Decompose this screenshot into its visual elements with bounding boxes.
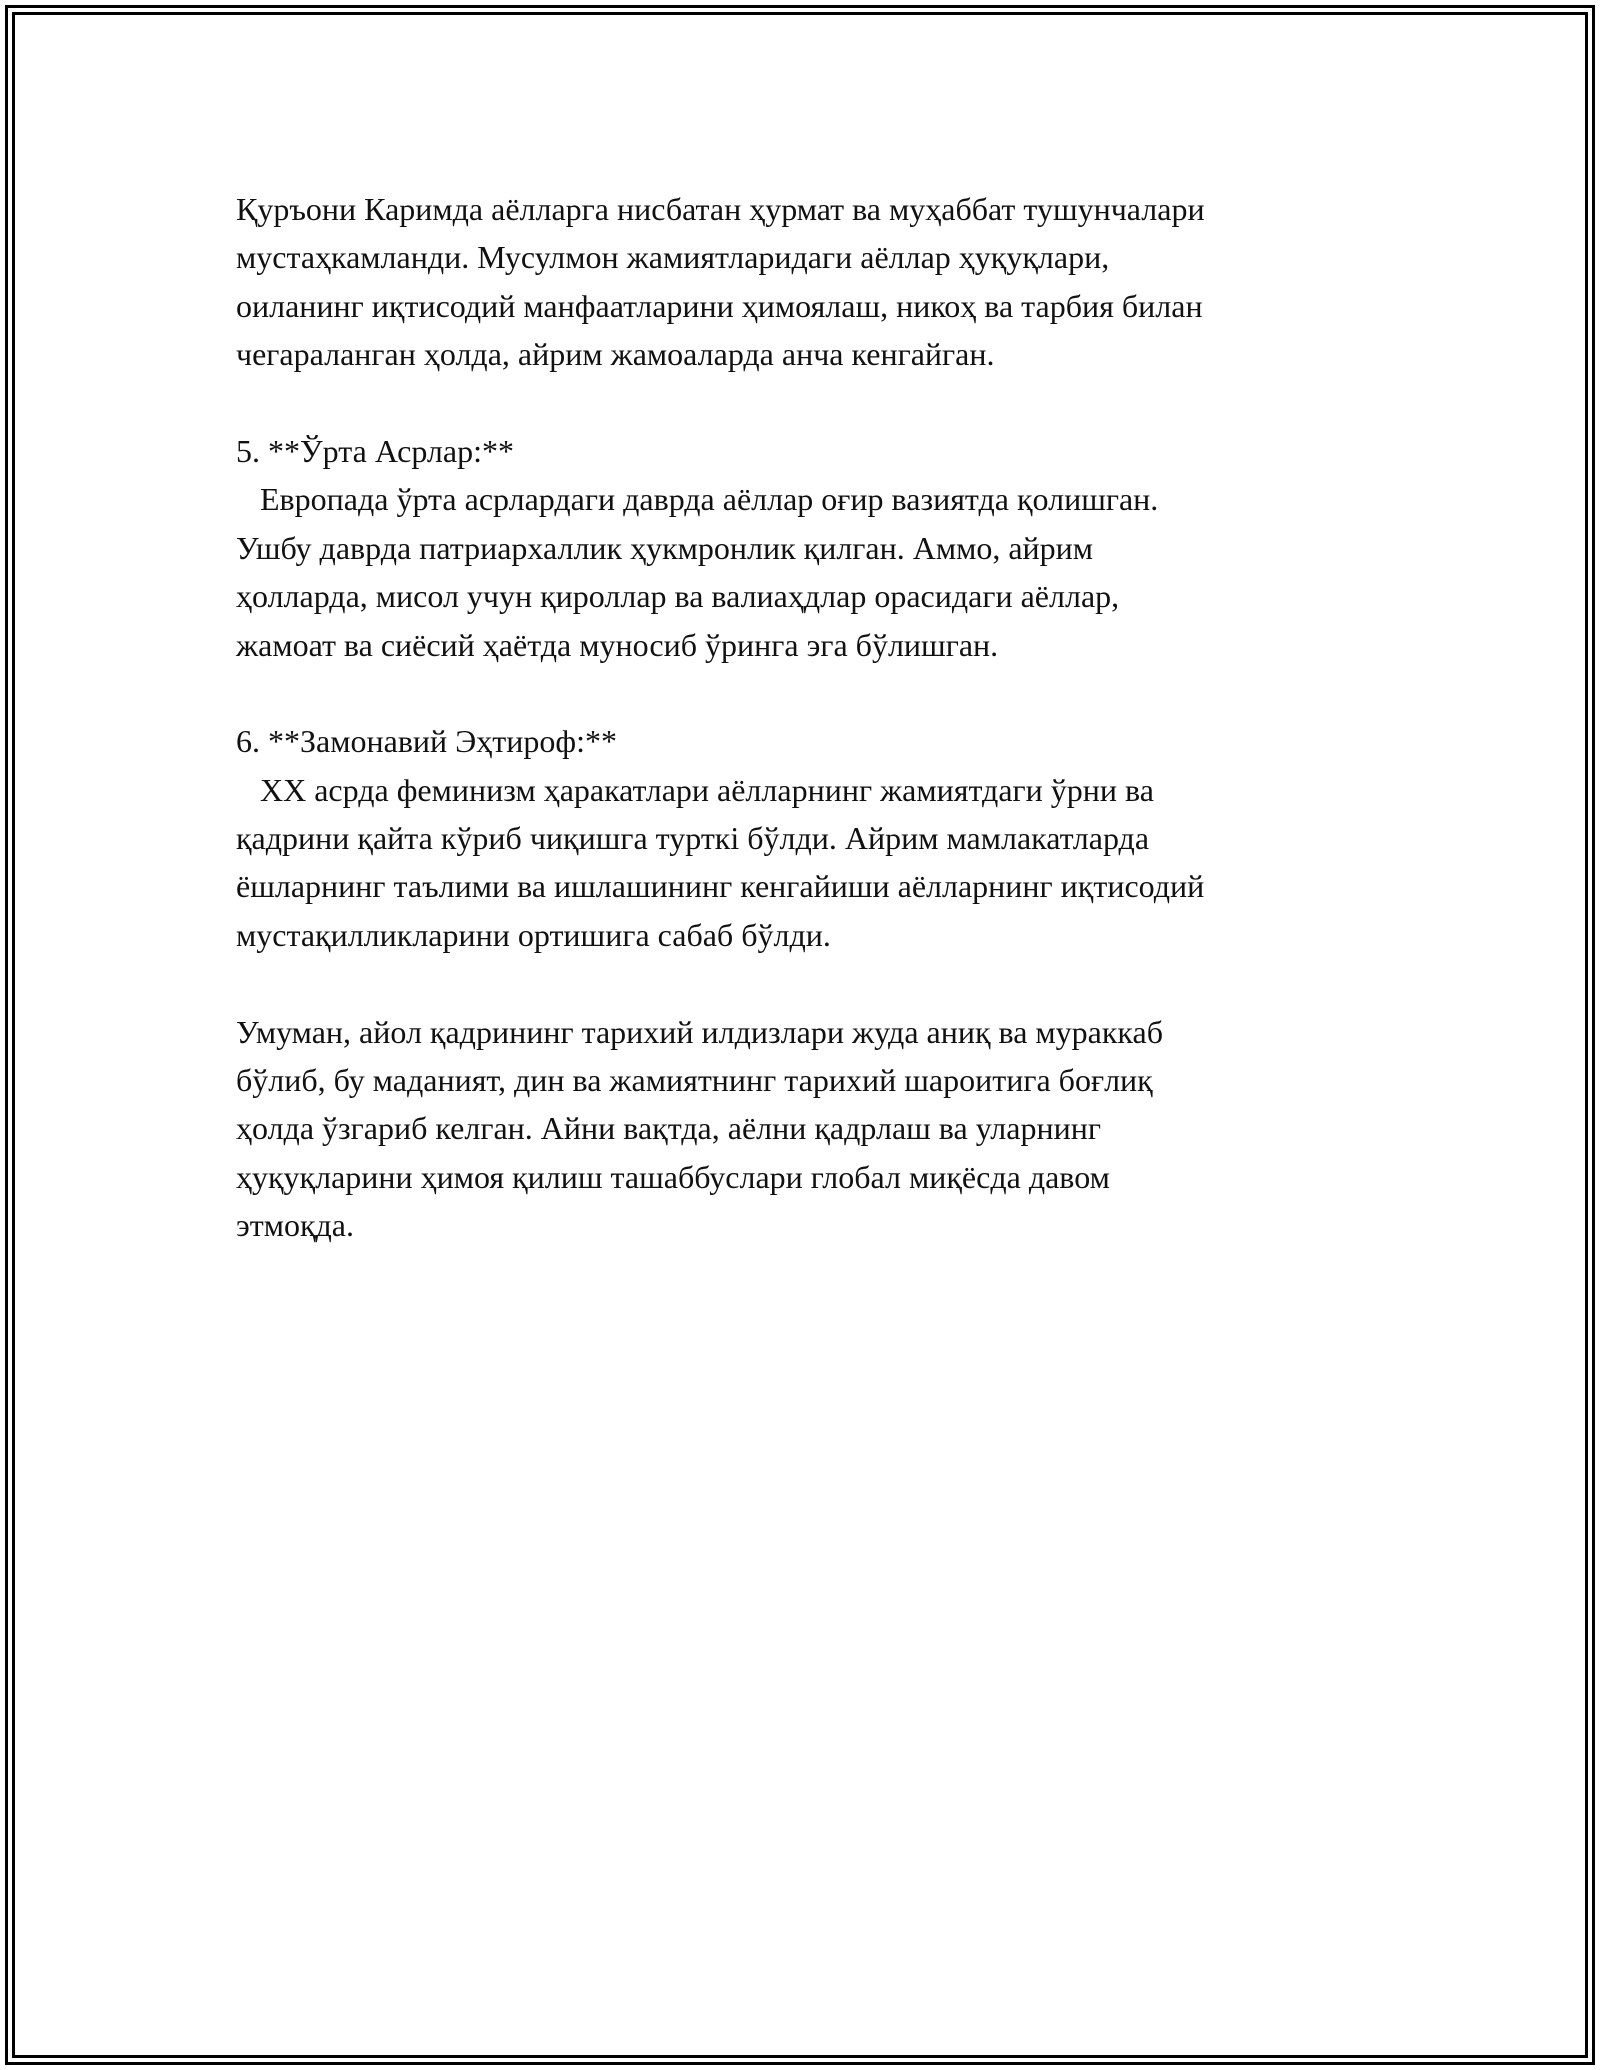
text-line: Европада ўрта асрлардаги даврда аёллар оғир вазиятда қолишган. [236,481,1159,518]
document-body [236,185,1376,1250]
paragraph-quran [236,185,1376,379]
section-heading: 5. **Ўрта Асрлар:** [236,432,514,469]
paragraph-spacer [236,669,1376,717]
text-line: жамоат ва сиёсий ҳаётда муносиб ўринга эга бўлишган. [236,626,999,663]
paragraph-spacer [236,959,1376,1007]
section-middle-ages [236,427,1376,669]
text-line: ҳолларда, мисол учун қироллар ва валиаҳдлар орасидаги аёллар, [236,578,1120,615]
text-line: бўлиб, бу маданият, дин ва жамиятнинг тарихий шароитига боғлиқ [236,1062,1153,1099]
section-modern-recognition [236,717,1376,959]
text-line: этмоқда. [236,1207,354,1244]
text-line: оиланинг иқтисодий манфаатларини ҳимоялаш, никоҳ ва тарбия билан [236,287,1203,324]
section-heading: 6. **Замонавий Эҳтироф:** [236,723,618,760]
text-line: Умуман, айол қадрининг тарихий илдизлари жуда аниқ ва мураккаб [236,1013,1163,1050]
text-line: ҳуқуқларини ҳимоя қилиш ташаббуслари глобал миқёсда давом [236,1158,1110,1195]
text-line: чегараланган ҳолда, айрим жамоаларда анча кенгайган. [236,336,995,373]
text-line: ёшларнинг таълими ва ишлашининг кенгайиши аёлларнинг иқтисодий [236,868,1205,905]
paragraph-conclusion [236,1008,1376,1250]
text-line: мустақилликларини ортишига сабаб бўлди. [236,916,831,953]
text-line: Қуръони Каримда аёлларга нисбатан ҳурмат ва муҳаббат тушунчалари [236,191,1205,227]
text-line: мустаҳкамланди. Мусулмон жамиятларидаги аёллар ҳуқуқлари, [236,239,1110,276]
text-line: ҳолда ўзгариб келган. Айни вақтда, аёлни қадрлаш ва уларнинг [236,1110,1101,1147]
text-line: XX асрда феминизм ҳаракатлари аёлларнинг жамиятдаги ўрни ва [236,771,1154,808]
text-line: Ушбу даврда патриархаллик ҳукмронлик қилган. Аммо, айрим [236,529,1094,566]
text-line: қадрини қайта кўриб чиқишга турткі бўлди. Айрим мамлакатларда [236,820,1150,857]
paragraph-spacer [236,379,1376,427]
